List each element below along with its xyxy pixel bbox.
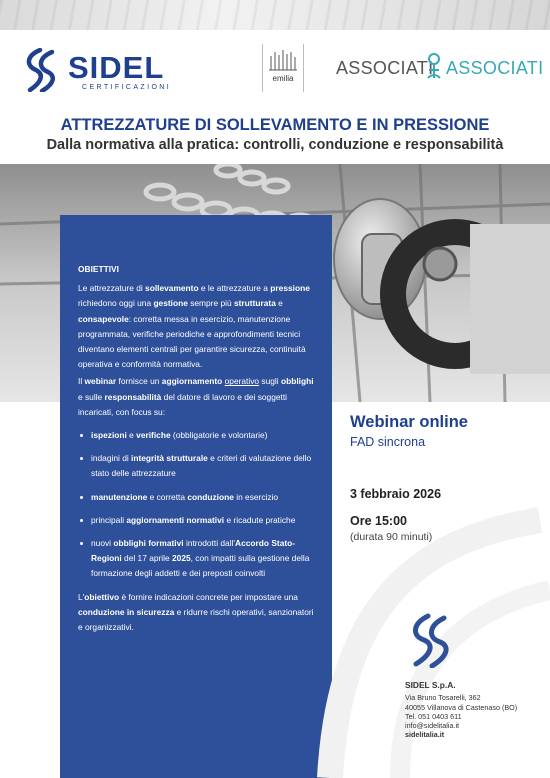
text-run: Accordo Stato-Regioni bbox=[91, 538, 296, 564]
contact-phone: Tel. 051 0403 611 bbox=[405, 711, 462, 721]
text-run: aggiornamenti normativi bbox=[126, 514, 225, 525]
text-run: e le attrezzature a bbox=[198, 283, 271, 294]
text-run: sugli bbox=[259, 376, 281, 387]
contact-address: Via Bruno Tosarelli, 362 bbox=[405, 693, 481, 703]
text-run: in esercizio bbox=[233, 491, 279, 502]
page-subtitle: Dalla normativa alla pratica: controlli, conduzione e responsabilità bbox=[46, 137, 504, 153]
text-run: e ricadute pratiche bbox=[224, 514, 296, 525]
text-run: integrità strutturale bbox=[131, 453, 208, 464]
text-run: : corretta messa in esercizio, manutenzione programmata, verifiche periodiche e approfondimenti tecnici diventano elementi centrali per garantire sicurezza, continuità operativa e conformità normativa. bbox=[78, 313, 306, 370]
objectives-paragraph-2 bbox=[78, 374, 318, 420]
sidel-logo-icon bbox=[20, 48, 66, 92]
text-run: Le attrezzature di bbox=[78, 283, 146, 294]
text-run: verifiche bbox=[136, 430, 171, 441]
sidel-brand-subtitle: CERTIFICAZIONI bbox=[82, 84, 172, 91]
emilia-logo bbox=[262, 44, 304, 92]
contact-website[interactable]: sidelitalia.it bbox=[405, 730, 445, 740]
text-run: e sulle bbox=[78, 391, 105, 402]
text-run: operativo bbox=[224, 376, 260, 387]
event-subtitle: FAD sincrona bbox=[350, 435, 426, 449]
text-run: manutenzione bbox=[91, 491, 148, 502]
focus-list-item bbox=[78, 451, 318, 481]
contact-company: SIDEL S.p.A. bbox=[405, 680, 456, 690]
text-run: conduzione bbox=[187, 491, 234, 502]
focus-list bbox=[78, 428, 318, 582]
objectives-panel bbox=[60, 215, 332, 778]
text-run: e ridurre rischi operativi, sanzionatori e organizzativi. bbox=[78, 606, 314, 633]
objectives-paragraph-1 bbox=[78, 281, 318, 372]
text-run: indagini di bbox=[91, 453, 132, 464]
associati-logo bbox=[336, 52, 544, 84]
text-run: fornisce un bbox=[116, 376, 162, 387]
text-run: obblighi formativi bbox=[113, 538, 184, 549]
event-date: 3 febbraio 2026 bbox=[350, 487, 442, 501]
objectives-heading: OBIETTIVI bbox=[78, 264, 119, 274]
text-run: aggiornamento bbox=[161, 376, 223, 387]
text-run: principali bbox=[91, 514, 127, 525]
sidel-footer-logo-icon bbox=[404, 612, 460, 668]
objectives-paragraph-3 bbox=[78, 590, 318, 636]
text-run: conduzione in sicurezza bbox=[78, 606, 175, 617]
text-run: (obbligatorie e volontarie) bbox=[170, 430, 268, 441]
event-time: Ore 15:00 bbox=[350, 514, 407, 528]
text-run: sempre più bbox=[187, 298, 234, 309]
event-duration: (durata 90 minuti) bbox=[350, 531, 433, 543]
focus-list-item bbox=[78, 490, 318, 505]
text-run: 2025 bbox=[172, 553, 191, 564]
text-run: , con impatti sulla gestione della formazione degli addetti e dei preposti coinvolti bbox=[91, 553, 310, 579]
sidel-logo bbox=[20, 48, 190, 96]
text-run: e criteri di valutazione dello stato delle attrezzature bbox=[91, 453, 312, 479]
text-run: pressione bbox=[270, 283, 310, 294]
emilia-logo-icon bbox=[263, 46, 303, 74]
associati-right-text: ASSOCIATI bbox=[446, 58, 544, 78]
sidel-brand-name: SIDEL bbox=[68, 50, 165, 85]
text-run: responsabilità bbox=[104, 391, 162, 402]
text-run: e bbox=[126, 430, 137, 441]
associati-logo-icon bbox=[424, 52, 444, 82]
contact-block bbox=[405, 681, 517, 740]
focus-list-item bbox=[78, 513, 318, 528]
focus-list-item bbox=[78, 428, 318, 443]
text-run: webinar bbox=[84, 376, 117, 387]
text-run: nuovi bbox=[91, 538, 114, 549]
text-run: del 17 aprile bbox=[121, 553, 173, 564]
contact-city: 40055 Villanova di Castenaso (BO) bbox=[405, 702, 518, 712]
text-run: obblighi bbox=[280, 376, 314, 387]
page-title: ATTREZZATURE DI SOLLEVAMENTO E IN PRESSIONE bbox=[60, 116, 490, 134]
text-run: L' bbox=[78, 591, 85, 602]
text-run: gestione bbox=[153, 298, 188, 309]
text-run: consapevole bbox=[78, 313, 129, 324]
text-run: e corretta bbox=[147, 491, 188, 502]
text-run: obiettivo bbox=[84, 591, 120, 602]
contact-email[interactable]: info@sidelitalia.it bbox=[405, 721, 460, 731]
text-run: sollevamento bbox=[145, 283, 199, 294]
header-photo-strip bbox=[0, 0, 550, 30]
text-run: è fornire indicazioni concrete per impostare una bbox=[119, 591, 298, 602]
text-run: ispezioni bbox=[91, 430, 127, 441]
text-run: richiedono oggi una bbox=[78, 298, 154, 309]
text-run: introdotti dall' bbox=[183, 538, 236, 549]
associati-left-text: ASSOCIATI bbox=[336, 58, 434, 78]
event-title: Webinar online bbox=[350, 413, 468, 431]
text-run: e bbox=[275, 298, 283, 309]
text-run: del datore di lavoro e dei soggetti incaricati, con focus su: bbox=[78, 391, 288, 417]
text-run: Il bbox=[78, 376, 85, 387]
text-run: strutturata bbox=[233, 298, 276, 309]
emilia-label: emilia bbox=[272, 74, 294, 83]
focus-list-item bbox=[78, 536, 318, 582]
